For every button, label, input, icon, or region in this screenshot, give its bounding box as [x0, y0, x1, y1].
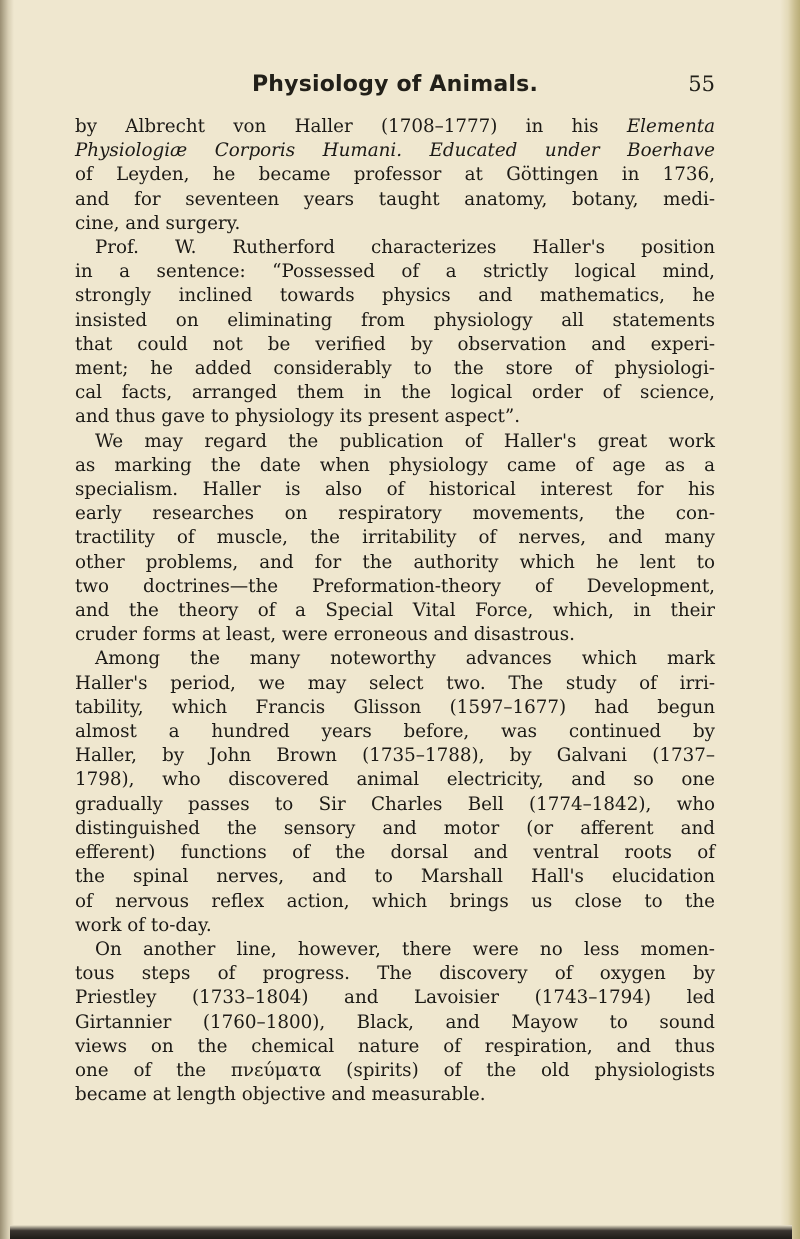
- text-line: one of the πνεύματα (spirits) of the old physiologists: [75, 1059, 715, 1081]
- text-line: in a sentence: “Possessed of a strictly logical mind,: [75, 261, 715, 283]
- text-line: tractility of muscle, the irritability of nerves, and many: [75, 527, 715, 549]
- italic-title-fragment: Elementa: [626, 116, 715, 137]
- text-line: work of to-day.: [75, 914, 212, 936]
- text-line: gradually passes to Sir Charles Bell (1774–1842), who: [75, 793, 715, 815]
- body-text: [75, 115, 715, 1107]
- text-line: that could not be verified by observation and experi-: [75, 333, 715, 355]
- text-line: by Albrecht von Haller (1708–1777) in his Elementa: [75, 116, 715, 137]
- text-line: two doctrines—the Preformation-theory of Development,: [75, 575, 715, 597]
- text-line: views on the chemical nature of respiration, and thus: [75, 1035, 715, 1057]
- text-line: strongly inclined towards physics and mathematics, he: [75, 285, 715, 307]
- page-binding-edge: [0, 0, 14, 1239]
- text-line: cine, and surgery.: [75, 212, 241, 234]
- page-fore-edge: [780, 0, 800, 1239]
- text-line: the spinal nerves, and to Marshall Hall's elucidation: [75, 866, 715, 888]
- text-line: Priestley (1733–1804) and Lavoisier (1743–1794) led: [75, 987, 715, 1009]
- text-line: Among the many noteworthy advances which mark: [95, 648, 715, 670]
- page-bottom-edge: [10, 1225, 792, 1239]
- text-line: ment; he added considerably to the store of physiologi-: [75, 358, 715, 380]
- text-line: other problems, and for the authority which he lent to: [75, 551, 715, 573]
- text-line: became at length objective and measurable.: [75, 1084, 486, 1106]
- text-line: tability, which Francis Glisson (1597–1677) had begun: [75, 696, 715, 718]
- text-line: of Leyden, he became professor at Göttingen in 1736,: [75, 164, 715, 186]
- text-line: almost a hundred years before, was continued by: [75, 721, 715, 743]
- text-line: tous steps of progress. The discovery of oxygen by: [75, 963, 715, 985]
- running-head: Physiology of Animals.: [251, 72, 539, 97]
- text-line: Physiologiæ Corporis Humani. Educated under Boerhave: [75, 140, 715, 162]
- text-line: early researches on respiratory movements, the con-: [75, 503, 715, 525]
- text-line: 1798), who discovered animal electricity, and so one: [75, 769, 715, 791]
- text-line: efferent) functions of the dorsal and ventral roots of: [75, 842, 715, 864]
- text-line: insisted on eliminating from physiology all statements: [75, 309, 715, 331]
- text-line: specialism. Haller is also of historical interest for his: [75, 479, 715, 501]
- text-line: cal facts, arranged them in the logical order of science,: [75, 382, 715, 404]
- text-line: Prof. W. Rutherford characterizes Haller's position: [95, 237, 715, 259]
- text-line: On another line, however, there were no less momen-: [95, 938, 715, 960]
- text-line: distinguished the sensory and motor (or afferent and: [75, 817, 715, 839]
- text-line: cruder forms at least, were erroneous and disastrous.: [75, 624, 575, 646]
- text-line: and the theory of a Special Vital Force, which, in their: [75, 600, 715, 622]
- text-line: Girtannier (1760–1800), Black, and Mayow to sound: [75, 1011, 715, 1033]
- text-line: of nervous reflex action, which brings us close to the: [75, 890, 715, 912]
- page-header: [75, 72, 715, 102]
- text-line: and thus gave to physiology its present aspect”.: [75, 406, 521, 428]
- text-line: as marking the date when physiology came of age as a: [75, 454, 715, 476]
- text-line: Haller's period, we may select two. The study of irri-: [75, 672, 715, 694]
- text-line: Haller, by John Brown (1735–1788), by Galvani (1737–: [75, 745, 715, 767]
- text-line: and for seventeen years taught anatomy, botany, medi-: [75, 188, 715, 210]
- page-number: 55: [688, 72, 715, 96]
- text-line: We may regard the publication of Haller's great work: [95, 430, 715, 452]
